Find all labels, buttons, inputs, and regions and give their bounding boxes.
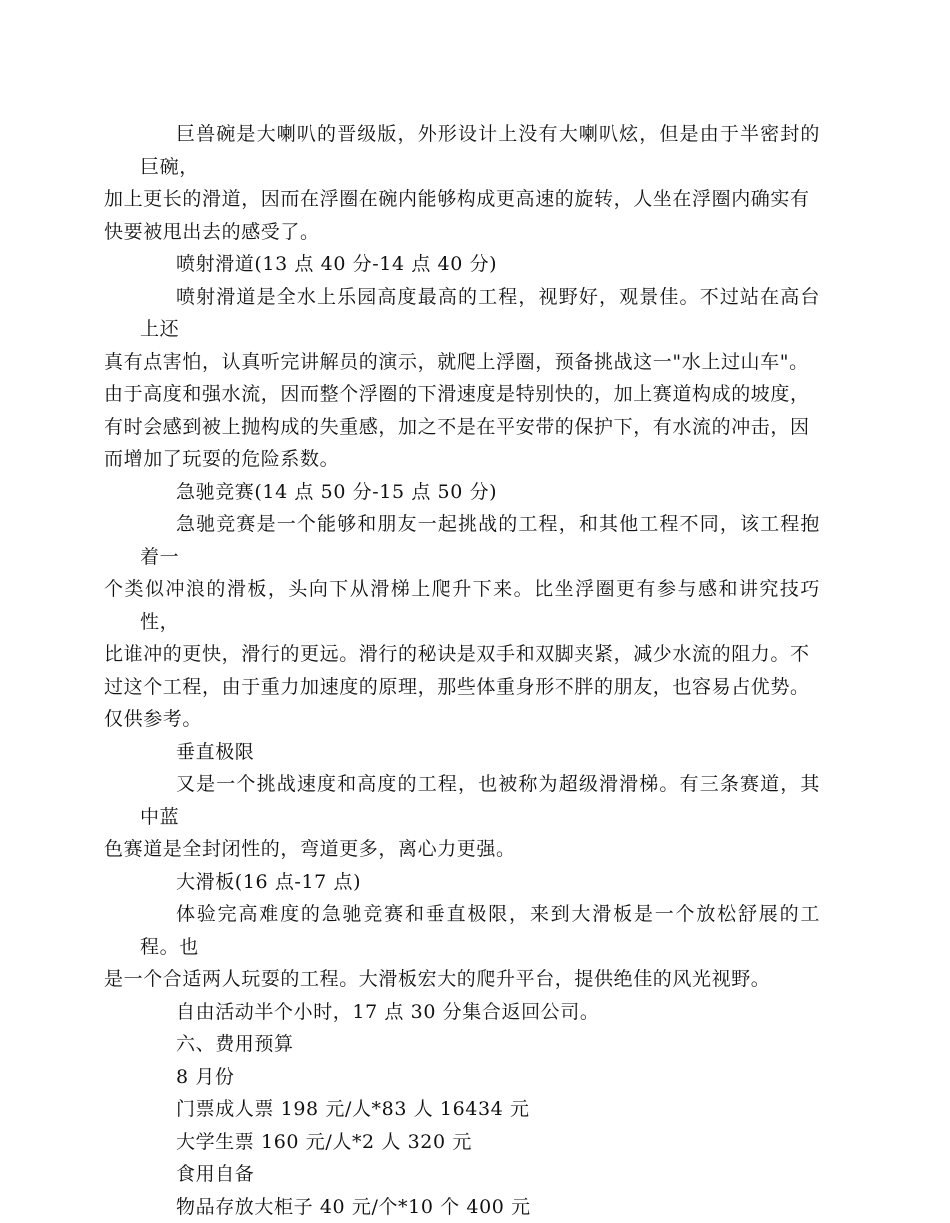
text-line: 急驰竞赛(14 点 50 分-15 点 50 分) <box>140 476 820 509</box>
text-line: 色赛道是全封闭性的，弯道更多，离心力更强。 <box>140 833 820 866</box>
text-line: 巨兽碗是大喇叭的晋级版，外形设计上没有大喇叭炫，但是由于半密封的巨碗， <box>140 118 820 183</box>
paragraph-big-board <box>140 898 820 996</box>
text-line: 过这个工程，由于重力加速度的原理，那些体重身形不胖的朋友，也容易占优势。 <box>140 671 820 704</box>
text-line: 有时会感到被上抛构成的失重感，加之不是在平安带的保护下，有水流的冲击，因 <box>140 411 820 444</box>
text-line: 比谁冲的更快，滑行的更远。滑行的秘诀是双手和双脚夹紧，减少水流的阻力。不 <box>140 638 820 671</box>
text-line: 快要被甩出去的感受了。 <box>140 216 820 249</box>
text-line: 又是一个挑战速度和高度的工程，也被称为超级滑滑梯。有三条赛道，其中蓝 <box>140 768 820 833</box>
heading-jet-slide <box>140 248 820 281</box>
text-line: 六、费用预算 <box>140 1028 820 1061</box>
text-line: 急驰竞赛是一个能够和朋友一起挑战的工程，和其他工程不同，该工程抱着一 <box>140 508 820 573</box>
budget-locker <box>140 1191 820 1223</box>
text-line: 是一个合适两人玩耍的工程。大滑板宏大的爬升平台，提供绝佳的风光视野。 <box>140 963 820 996</box>
text-line: 由于高度和强水流，因而整个浮圈的下滑速度是特别快的，加上赛道构成的坡度， <box>140 378 820 411</box>
text-line: 自由活动半个小时，17 点 30 分集合返回公司。 <box>140 996 820 1029</box>
text-line: 喷射滑道(13 点 40 分-14 点 40 分) <box>140 248 820 281</box>
text-line: 门票成人票 198 元/人*83 人 16434 元 <box>140 1093 820 1126</box>
heading-race <box>140 476 820 509</box>
document-body <box>140 118 820 1223</box>
text-line: 体验完高难度的急驰竞赛和垂直极限，来到大滑板是一个放松舒展的工程。也 <box>140 898 820 963</box>
text-line: 加上更长的滑道，因而在浮圈在碗内能够构成更高速的旋转，人坐在浮圈内确实有 <box>140 183 820 216</box>
heading-vertical-limit <box>140 736 820 769</box>
paragraph-giant-bowl <box>140 118 820 248</box>
text-line: 8 月份 <box>140 1061 820 1094</box>
budget-student-ticket <box>140 1126 820 1159</box>
text-line: 物品存放大柜子 40 元/个*10 个 400 元 <box>140 1191 820 1223</box>
text-line: 大学生票 160 元/人*2 人 320 元 <box>140 1126 820 1159</box>
text-line: 垂直极限 <box>140 736 820 769</box>
budget-month <box>140 1061 820 1094</box>
heading-big-board <box>140 866 820 899</box>
paragraph-vertical-limit <box>140 768 820 866</box>
paragraph-free-activity <box>140 996 820 1029</box>
text-line: 真有点害怕，认真听完讲解员的演示，就爬上浮圈，预备挑战这一"水上过山车"。 <box>140 346 820 379</box>
paragraph-jet-slide <box>140 281 820 476</box>
text-line: 大滑板(16 点-17 点) <box>140 866 820 899</box>
paragraph-race <box>140 508 820 736</box>
text-line: 喷射滑道是全水上乐园高度最高的工程，视野好，观景佳。不过站在高台上还 <box>140 281 820 346</box>
budget-food <box>140 1158 820 1191</box>
text-line: 仅供参考。 <box>140 703 820 736</box>
text-line: 而增加了玩耍的危险系数。 <box>140 443 820 476</box>
text-line: 个类似冲浪的滑板，头向下从滑梯上爬升下来。比坐浮圈更有参与感和讲究技巧性， <box>140 573 820 638</box>
heading-budget <box>140 1028 820 1061</box>
budget-adult-ticket <box>140 1093 820 1126</box>
text-line: 食用自备 <box>140 1158 820 1191</box>
